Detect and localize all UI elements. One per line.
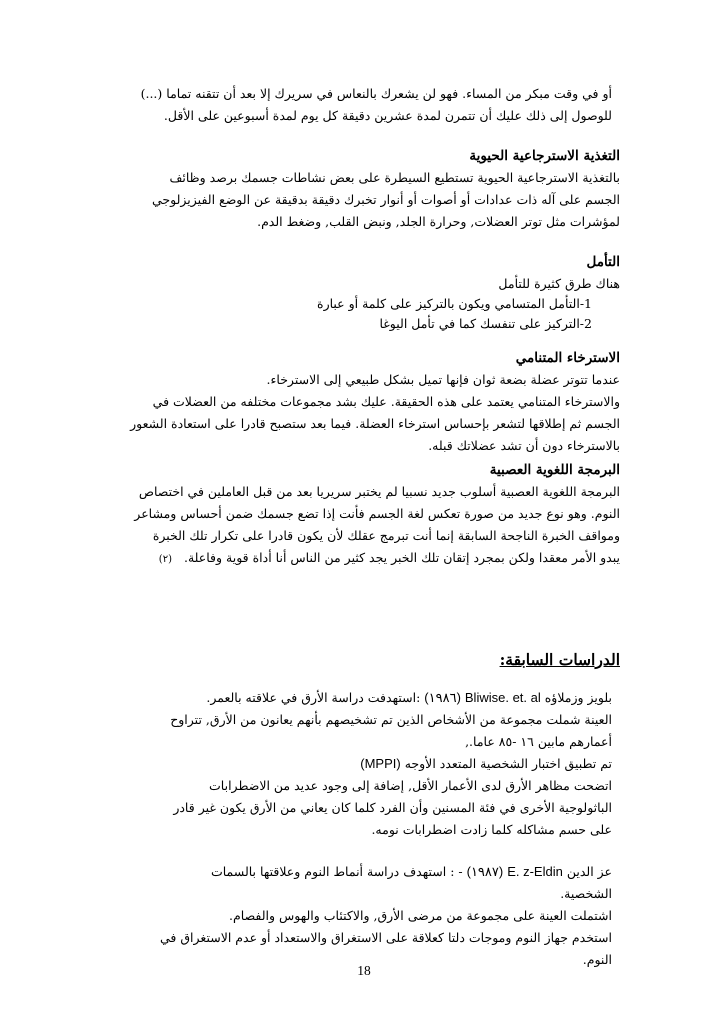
study-line: [211, 862, 612, 882]
author-name: عز الدين: [566, 864, 612, 879]
study-year: (١٩٨٦): [424, 690, 461, 705]
list-item: 2-التركيز على تنفسك كما في تأمل اليوغا: [379, 316, 592, 331]
text-line: أعمارهم مابين ١٦ -٨٥ عاما.,: [465, 734, 612, 749]
text-line: اشتملت العينة على مجموعة من مرضى الأرق, والاكتئاب والهوس والفصام.: [229, 908, 612, 923]
author-latin-name: E. z-Eldin: [507, 864, 563, 879]
footnote-marker: (٢): [158, 554, 172, 565]
text-line: اتضحت مظاهر الأرق لدى الأعمار الأقل, إضافة إلى وجود عديد من الاضطرابات: [209, 778, 612, 793]
text-line: البرمجة اللغوية العصبية أسلوب جديد نسبيا لم يختبر سريريا بعد من قبل العاملين في اختصاص: [138, 484, 620, 499]
text-span: يبدو الأمر معقدا ولكن بمجرد إتقان تلك الخبر يجد كثير من الناس أنا أداة قوية وفاعلة.: [183, 550, 620, 565]
study-year: (١٩٨٧): [466, 864, 504, 879]
text-line: للوصول إلى ذلك عليك أن تتمرن لمدة عشرين دقيقة كل يوم لمدة أسبوعين على الأقل.: [163, 108, 612, 123]
text-line: بالتغذية الاسترجاعية الحيوية تستطيع السيطرة على بعض نشاطات جسمك برصد وظائف: [169, 170, 620, 185]
text-line: العينة شملت مجموعة من الأشخاص الذين تم تشخيصهم بأنهم يعانون من الأرق, تتراوح: [170, 712, 612, 727]
list-item: 1-التأمل المتسامي ويكون بالتركيز على كلمة أو عبارة: [317, 296, 592, 311]
section-heading-previous-studies: الدراسات السابقة:: [499, 650, 620, 669]
text-line: لمؤشرات مثل توتر العضلات, وحرارة الجلد, ونبض القلب, وضغط الدم.: [257, 214, 620, 229]
text-line: [360, 754, 612, 774]
text-line: استخدم جهاز النوم وموجات دلتا كعلاقة على الاستغراق والاستعداد أو عدم الاستغراق في: [159, 930, 612, 945]
text-line: على حسم مشاكله كلما زادت اضطرابات نومه.: [371, 822, 612, 837]
section-heading-nlp: البرمجة اللغوية العصبية: [489, 462, 620, 478]
text-line: النوم.: [582, 952, 612, 967]
text-line: والاسترخاء المتنامي يعتمد على هذه الحقيقة. عليك بشد مجموعات مختلفه من العضلات في: [152, 394, 620, 409]
text-line: الجسم على آله ذات عدادات أو أصوات أو أنوار تخبرك دقيقة بدقيقة عن الوضع الفيزيزلوجي: [152, 192, 620, 207]
text-line: [159, 548, 620, 570]
text-line: عندما تتوتر عضلة بضعة ثوان فإنها تميل بشكل طبيعي إلى الاسترخاء.: [266, 372, 620, 387]
text-span: تم تطبيق اختبار الشخصية المتعدد الأوجه: [404, 756, 612, 771]
section-heading-relaxation: الاسترخاء المتنامي: [515, 350, 620, 366]
text-line: الجسم ثم إطلاقها لتشعر بإحساس استرخاء العضلة. فيما بعد ستصبح قادرا على استعادة الشعور: [130, 416, 620, 431]
study-aim: :استهدفت دراسة الأرق في علاقته بالعمر.: [206, 690, 421, 705]
author-latin-name: Bliwise. et. al: [464, 690, 541, 705]
text-line: الشخصية.: [560, 886, 612, 901]
text-line: أو في وقت مبكر من المساء. فهو لن يشعرك بالنعاس في سريرك إلا بعد أن تتقنه تماما (...): [140, 86, 612, 101]
section-heading-meditation: التأمل: [586, 254, 620, 270]
page-number: 18: [357, 963, 371, 978]
text-line: هناك طرق كثيرة للتأمل: [498, 276, 620, 291]
text-line: بالاسترخاء دون أن تشد عضلاتك قبله.: [428, 438, 620, 453]
study-aim: - : استهدف دراسة أنماط النوم وعلاقتها بالسمات: [210, 864, 463, 879]
study-line: [206, 688, 612, 708]
author-name: بلويز وزملاؤه: [544, 690, 612, 705]
section-heading-biofeedback: التغذية الاسترجاعية الحيوية: [469, 148, 620, 164]
text-line: النوم. وهو نوع جديد من صورة تعكس لغة الجسم فأنت إذا تضع جسمك ضمن أحساس ومشاعر: [134, 506, 620, 521]
text-line: الباثولوجية الأخرى في فئة المسنين وأن الفرد كلما كان يعاني من الأرق يكون غير قادر: [173, 800, 612, 815]
text-line: ومواقف الخبرة الناجحة السابقة إنما أنت تبرمج عقلك لأن يكون قادرا على تكرار تلك الخبرة: [152, 528, 620, 543]
test-acronym: (MPPI): [360, 756, 401, 771]
